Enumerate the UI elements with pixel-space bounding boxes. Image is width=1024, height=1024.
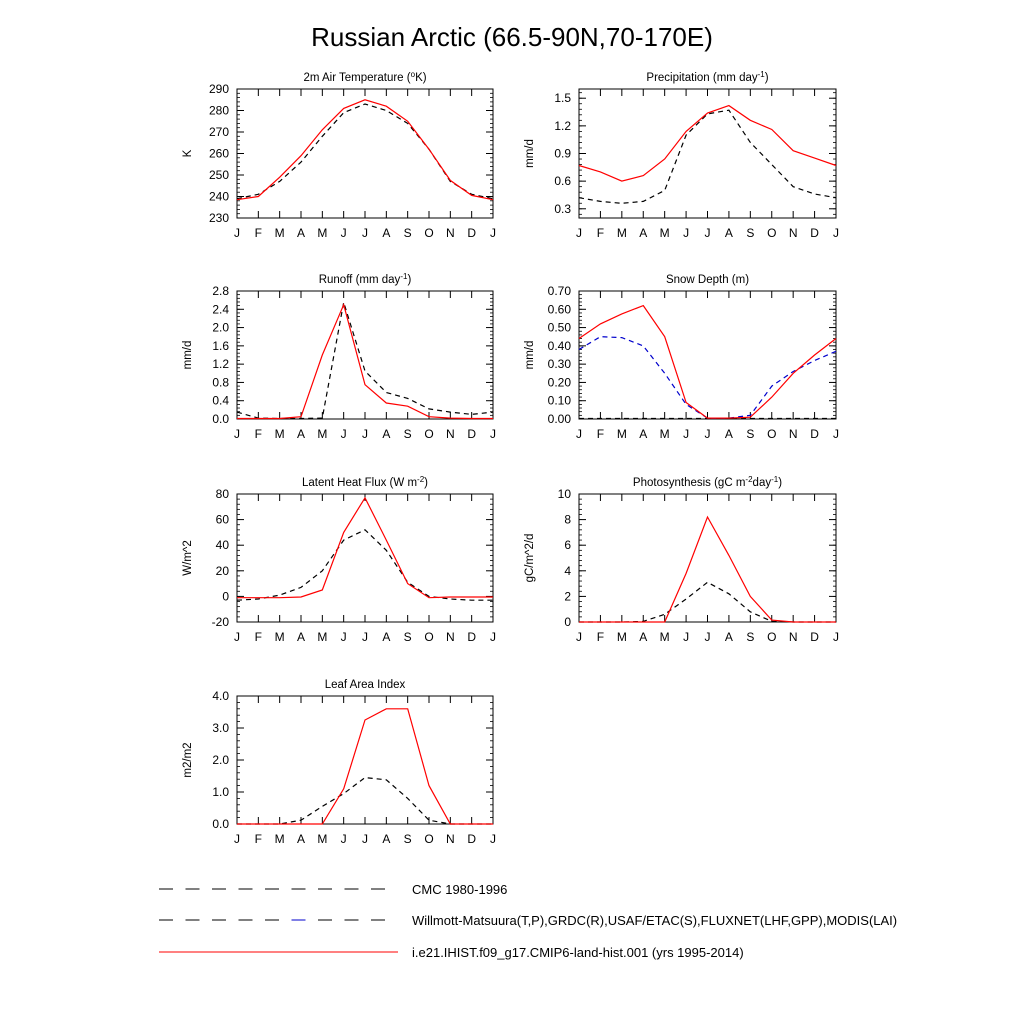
x-tick-label: J	[362, 226, 368, 240]
x-tick-label: J	[704, 630, 711, 644]
x-tick-label: N	[445, 630, 455, 644]
panel-title: Snow Depth (m)	[665, 274, 750, 286]
panel-runoff	[182, 272, 496, 442]
x-tick-label: D	[467, 226, 477, 240]
x-tick-label: S	[403, 226, 412, 240]
y-axis-label: K	[182, 149, 194, 158]
x-tick-label: J	[833, 226, 839, 240]
x-tick-label: J	[234, 226, 240, 240]
x-tick-label: O	[767, 427, 777, 441]
series-line-model	[237, 100, 493, 200]
x-tick-label: A	[639, 630, 648, 644]
y-axis-label: mm/d	[524, 139, 536, 168]
x-tick-label: F	[254, 630, 263, 644]
y-tick-label: 1.2	[554, 118, 571, 133]
x-tick-label: J	[833, 630, 839, 644]
y-tick-label: 40	[215, 538, 229, 553]
y-tick-label: 6	[564, 538, 571, 553]
y-axis-label: mm/d	[524, 340, 536, 370]
x-tick-label: D	[810, 630, 819, 644]
y-tick-label: 2.8	[212, 284, 229, 298]
y-tick-label: 60	[215, 512, 229, 527]
x-tick-label: S	[746, 427, 755, 441]
series-line-model	[579, 106, 836, 182]
plot-frame	[237, 291, 493, 419]
x-tick-label: J	[490, 427, 496, 441]
x-tick-label: F	[596, 226, 605, 240]
series-line-model	[237, 305, 493, 419]
y-tick-label: 0.0	[212, 412, 229, 426]
x-tick-label: F	[254, 226, 263, 240]
y-tick-label: 0.3	[554, 201, 571, 216]
x-tick-label: D	[467, 832, 477, 846]
panel-precipitation	[524, 70, 839, 241]
y-tick-label: 80	[215, 487, 229, 501]
y-tick-label: 0.70	[547, 284, 571, 298]
x-tick-label: A	[724, 427, 733, 441]
y-tick-label: -20	[211, 615, 229, 629]
panel-air-temperature	[182, 70, 496, 241]
x-tick-label: A	[724, 226, 733, 240]
y-tick-label: 260	[208, 146, 229, 161]
x-tick-label: J	[490, 226, 496, 240]
x-tick-label: J	[340, 427, 347, 441]
x-tick-label: J	[340, 630, 347, 644]
y-tick-label: 1.6	[212, 338, 229, 353]
x-tick-label: A	[382, 832, 391, 846]
x-tick-label: O	[767, 226, 777, 240]
x-tick-label: J	[490, 832, 496, 846]
legend-entry-3	[159, 945, 744, 960]
x-tick-label: A	[382, 630, 391, 644]
x-tick-label: J	[704, 427, 711, 441]
x-tick-label: S	[746, 630, 755, 644]
y-tick-label: 230	[208, 211, 229, 225]
y-tick-label: 10	[557, 487, 571, 501]
plot-frame	[237, 696, 493, 824]
x-tick-label: J	[576, 427, 582, 441]
y-axis-label: mm/d	[182, 340, 194, 370]
x-tick-label: S	[403, 630, 412, 644]
x-tick-label: J	[576, 630, 582, 644]
x-tick-label: J	[340, 226, 347, 240]
x-tick-label: J	[683, 226, 690, 240]
panel-title: Runoff (mm day$^{-1}$)	[318, 271, 412, 286]
x-tick-label: F	[596, 427, 605, 441]
x-tick-label: O	[424, 832, 434, 846]
panel-snow-depth	[524, 274, 839, 441]
x-tick-label: J	[340, 832, 347, 846]
legend-label: i.e21.IHIST.f09_g17.CMIP6-land-hist.001 (yrs 1995-2014)	[412, 945, 744, 960]
series-line-model	[579, 306, 836, 419]
x-tick-label: J	[683, 630, 690, 644]
legend-entry-1	[159, 882, 507, 897]
series-line-model	[237, 709, 493, 824]
x-tick-label: M	[659, 226, 670, 240]
x-tick-label: M	[317, 226, 328, 240]
x-tick-label: M	[659, 427, 670, 441]
x-tick-label: S	[403, 832, 412, 846]
y-tick-label: 240	[208, 189, 229, 204]
y-tick-label: 4	[564, 563, 571, 578]
y-tick-label: 0	[222, 589, 229, 604]
x-tick-label: J	[362, 832, 368, 846]
x-tick-label: J	[576, 226, 582, 240]
x-tick-label: A	[296, 832, 306, 846]
y-tick-label: 0	[564, 615, 571, 629]
y-axis-label: m2/m2	[182, 742, 194, 778]
panel-title: Photosynthesis (gC $m^{-2}day^{-1}$)	[632, 474, 783, 489]
y-tick-label: 270	[208, 125, 229, 139]
x-tick-label: J	[833, 427, 839, 441]
x-tick-label: F	[254, 427, 263, 441]
x-tick-label: N	[445, 226, 455, 240]
y-tick-label: 8	[564, 512, 571, 527]
y-tick-label: 0.20	[547, 375, 571, 390]
series-line-obs	[237, 104, 493, 199]
x-tick-label: N	[788, 630, 798, 644]
y-tick-label: 250	[208, 168, 229, 182]
plot-frame	[579, 89, 836, 218]
y-tick-label: 0.0	[212, 817, 229, 831]
x-tick-label: F	[596, 630, 605, 644]
y-tick-label: 3.0	[212, 721, 229, 735]
x-tick-label: J	[234, 832, 240, 846]
x-tick-label: J	[704, 226, 711, 240]
x-tick-label: J	[490, 630, 496, 644]
x-tick-label: M	[616, 427, 627, 441]
x-tick-label: J	[362, 427, 368, 441]
x-tick-label: A	[724, 630, 733, 644]
plot-frame	[237, 494, 493, 622]
y-tick-label: 0.8	[212, 375, 229, 390]
legend-entry-2	[159, 913, 897, 928]
plot-frame	[579, 291, 836, 419]
x-tick-label: D	[467, 427, 477, 441]
y-tick-label: 1.5	[554, 91, 571, 106]
x-tick-label: D	[810, 427, 819, 441]
x-tick-label: A	[296, 226, 306, 240]
panel-title: Latent Heat Flux (W $m^{-2}$)	[301, 474, 429, 489]
x-tick-label: A	[639, 427, 648, 441]
legend-label: CMC 1980-1996	[412, 882, 508, 897]
series-line-obs	[579, 110, 836, 203]
x-tick-label: J	[234, 427, 240, 441]
panel-leaf-area-index	[182, 679, 496, 846]
x-tick-label: S	[746, 226, 755, 240]
panel-latent-heat-flux	[182, 475, 496, 645]
x-tick-label: M	[616, 630, 627, 644]
plot-frame	[579, 494, 836, 622]
y-tick-label: 2.0	[212, 320, 229, 335]
x-tick-label: M	[274, 630, 285, 644]
y-tick-label: 0.00	[547, 412, 571, 426]
x-tick-label: A	[639, 226, 648, 240]
series-line-model	[237, 498, 493, 598]
x-tick-label: A	[382, 226, 391, 240]
x-tick-label: M	[616, 226, 627, 240]
panel-title: Precipitation (mm day$^{-1}$)	[646, 69, 769, 84]
x-tick-label: N	[788, 226, 798, 240]
x-tick-label: N	[445, 427, 455, 441]
y-tick-label: 0.50	[547, 320, 571, 335]
legend-label: Willmott-Matsuura(T,P),GRDC(R),USAF/ETAC(S),FLUXNET(LHF,GPP),MODIS(LAI)	[412, 913, 898, 928]
series-line-obs2	[579, 337, 836, 418]
x-tick-label: A	[382, 427, 391, 441]
legend	[159, 882, 897, 960]
y-tick-label: 0.40	[547, 338, 571, 353]
y-tick-label: 290	[208, 82, 229, 96]
y-tick-label: 0.30	[547, 357, 571, 372]
x-tick-label: J	[683, 427, 690, 441]
y-tick-label: 1.0	[212, 785, 229, 799]
x-tick-label: O	[424, 427, 434, 441]
x-tick-label: O	[424, 630, 434, 644]
x-tick-label: J	[362, 630, 368, 644]
y-tick-label: 2.0	[212, 753, 229, 767]
x-tick-label: M	[659, 630, 670, 644]
y-tick-label: 4.0	[212, 689, 229, 703]
x-tick-label: M	[317, 427, 328, 441]
y-axis-label: gC/m^2/d	[524, 533, 536, 583]
panel-title: 2m Air Temperature ($^o$K)	[303, 69, 427, 84]
x-tick-label: A	[296, 630, 306, 644]
x-tick-label: M	[317, 630, 328, 644]
x-tick-label: M	[317, 832, 328, 846]
y-tick-label: 1.2	[212, 357, 229, 372]
y-tick-label: 0.6	[554, 174, 571, 189]
x-tick-label: O	[424, 226, 434, 240]
y-axis-label: W/m^2	[182, 540, 194, 576]
x-tick-label: M	[274, 832, 285, 846]
panel-title: Leaf Area Index	[324, 679, 406, 691]
x-tick-label: A	[296, 427, 306, 441]
x-tick-label: M	[274, 226, 285, 240]
y-tick-label: 20	[215, 563, 229, 578]
x-tick-label: D	[810, 226, 819, 240]
y-tick-label: 0.4	[212, 393, 229, 408]
y-tick-label: 0.60	[547, 302, 571, 317]
x-tick-label: N	[788, 427, 798, 441]
x-tick-label: J	[234, 630, 240, 644]
series-line-obs	[237, 302, 493, 418]
y-tick-label: 280	[208, 103, 229, 118]
x-tick-label: S	[403, 427, 412, 441]
y-tick-label: 0.9	[554, 146, 571, 161]
x-tick-label: D	[467, 630, 477, 644]
y-tick-label: 2.4	[212, 302, 229, 317]
panel-photosynthesis	[524, 475, 839, 645]
x-tick-label: M	[274, 427, 285, 441]
plot-frame	[237, 89, 493, 218]
y-tick-label: 0.10	[547, 393, 571, 408]
x-tick-label: N	[445, 832, 455, 846]
series-line-model	[579, 517, 836, 622]
figure-title: Russian Arctic (66.5-90N,70-170E)	[311, 22, 713, 52]
y-tick-label: 2	[564, 589, 571, 604]
series-line-obs	[237, 530, 493, 600]
x-tick-label: F	[254, 832, 263, 846]
x-tick-label: O	[767, 630, 777, 644]
